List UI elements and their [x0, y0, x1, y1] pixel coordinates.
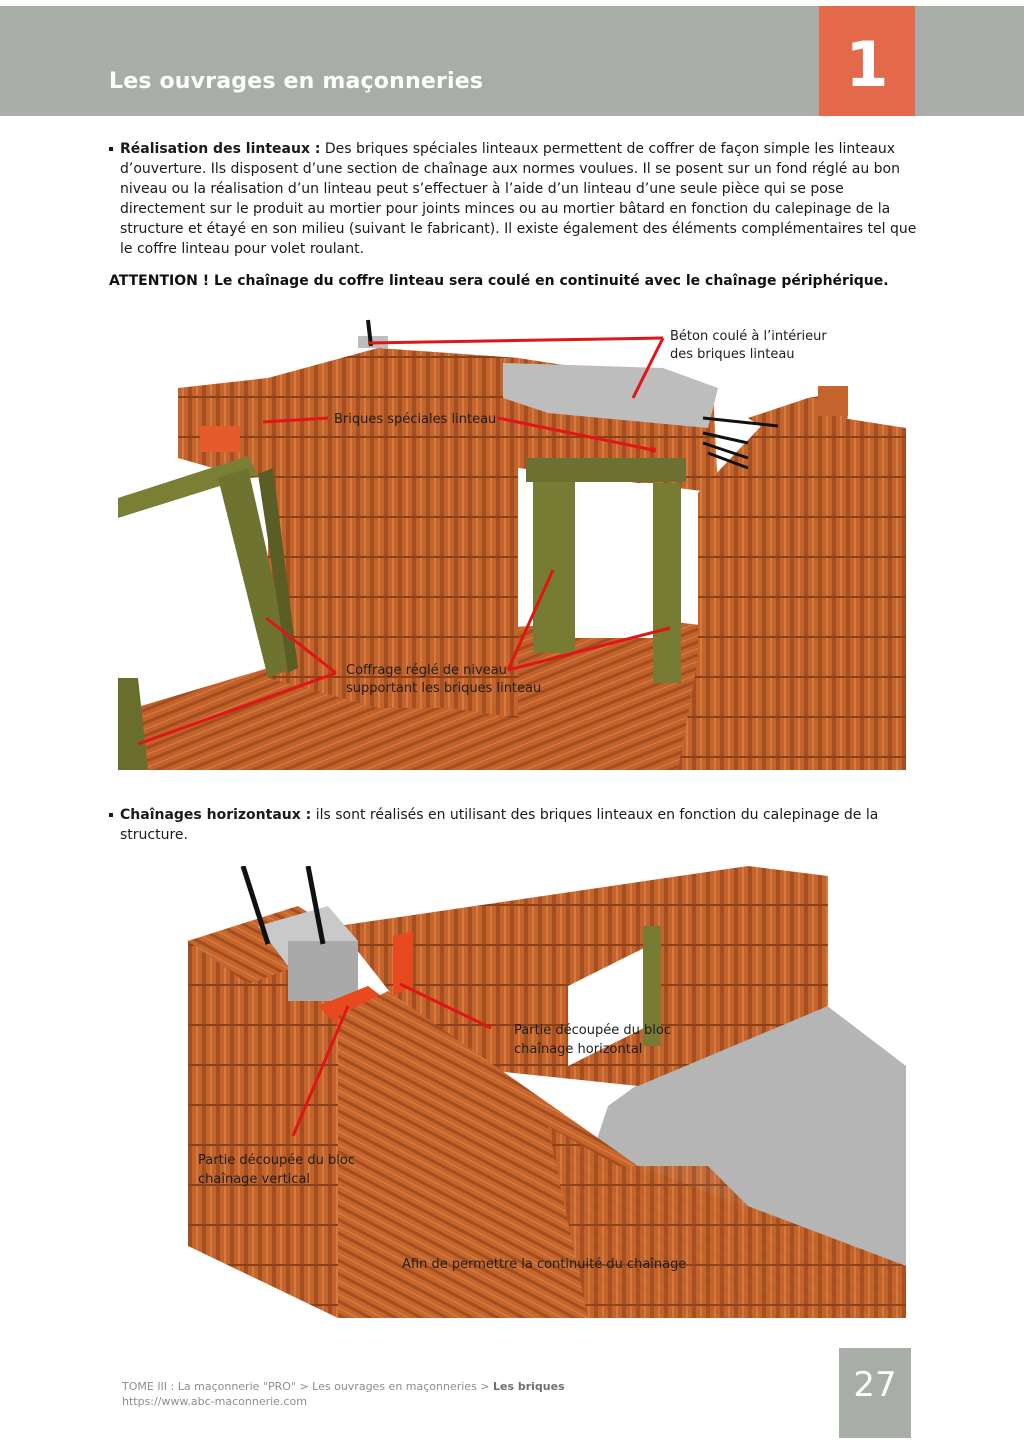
- lintels-body: Des briques spéciales linteaux permettent de coffrer de façon simple les linteaux d’ouverture. Ils disposent d’une section de chaînage aux normes voulues. Il se posent sur un fond réglé au bon niveau ou la réalisation d’un linteau peut s’effectuer à l’aide d’un linteau d’une seule pièce qui se pose directement sur le produit au mortier pour joints minces ou au mortier bâtard en fonction du calepinage de la structure et étayé en son milieu (suivant le fabricant). Il existe également des éléments complémentaires tel que le coffre linteau pour volet roulant.: [120, 141, 917, 257]
- breadcrumb-path: TOME III : La maçonnerie "PRO" > Les ouvrages en maçonneries >: [122, 1380, 494, 1393]
- callout-beton-line2: des briques linteau: [670, 347, 795, 362]
- page-header-title: Les ouvrages en maçonneries: [109, 69, 484, 94]
- callout-coffrage-line2: supportant les briques linteau: [346, 681, 542, 696]
- chapter-number-badge: 1: [819, 6, 915, 116]
- horizontal-chaining-heading: Chaînages horizontaux :: [120, 807, 312, 823]
- callout-beton-line1: Béton coulé à l’intérieur: [670, 329, 827, 344]
- callout-briques-speciales: Briques spéciales linteau: [334, 412, 497, 427]
- page-number: 27: [839, 1348, 911, 1438]
- horizontal-chaining-paragraph: [109, 805, 921, 845]
- lintels-paragraph: [109, 139, 921, 259]
- lintels-heading: Réalisation des linteaux :: [120, 141, 321, 157]
- attention-note: ATTENTION ! Le chaînage du coffre linteau sera coulé en continuité avec le chaînage périphérique.: [109, 273, 889, 289]
- horizontal-chaining-illustration: [188, 866, 906, 1318]
- callout-continuite: Afin de permettre la continuité du chaînage: [402, 1257, 687, 1272]
- horizontal-chaining-drawing: [188, 866, 906, 1318]
- breadcrumb-current: Les briques: [493, 1380, 565, 1393]
- horizontal-chaining-body: ils sont réalisés en utilisant des briques linteaux en fonction du calepinage de la structure.: [120, 807, 879, 843]
- callout-coffrage-line1: Coffrage réglé de niveau: [346, 663, 507, 678]
- footer-breadcrumb: [122, 1379, 565, 1409]
- callout-vertical-line1: Partie découpée du bloc: [198, 1153, 355, 1168]
- lintel-bricks-drawing: [118, 318, 906, 770]
- callout-vertical-line2: chaînage vertical: [198, 1172, 311, 1187]
- callout-horizontal-line2: chaînage horizontal: [514, 1042, 643, 1057]
- square-bullet-icon: [109, 147, 113, 151]
- square-bullet-icon: [109, 813, 113, 817]
- callout-horizontal-line1: Partie découpée du bloc: [514, 1023, 671, 1038]
- lintel-bricks-illustration: [118, 318, 906, 770]
- footer-url[interactable]: https://www.abc-maconnerie.com: [122, 1395, 307, 1408]
